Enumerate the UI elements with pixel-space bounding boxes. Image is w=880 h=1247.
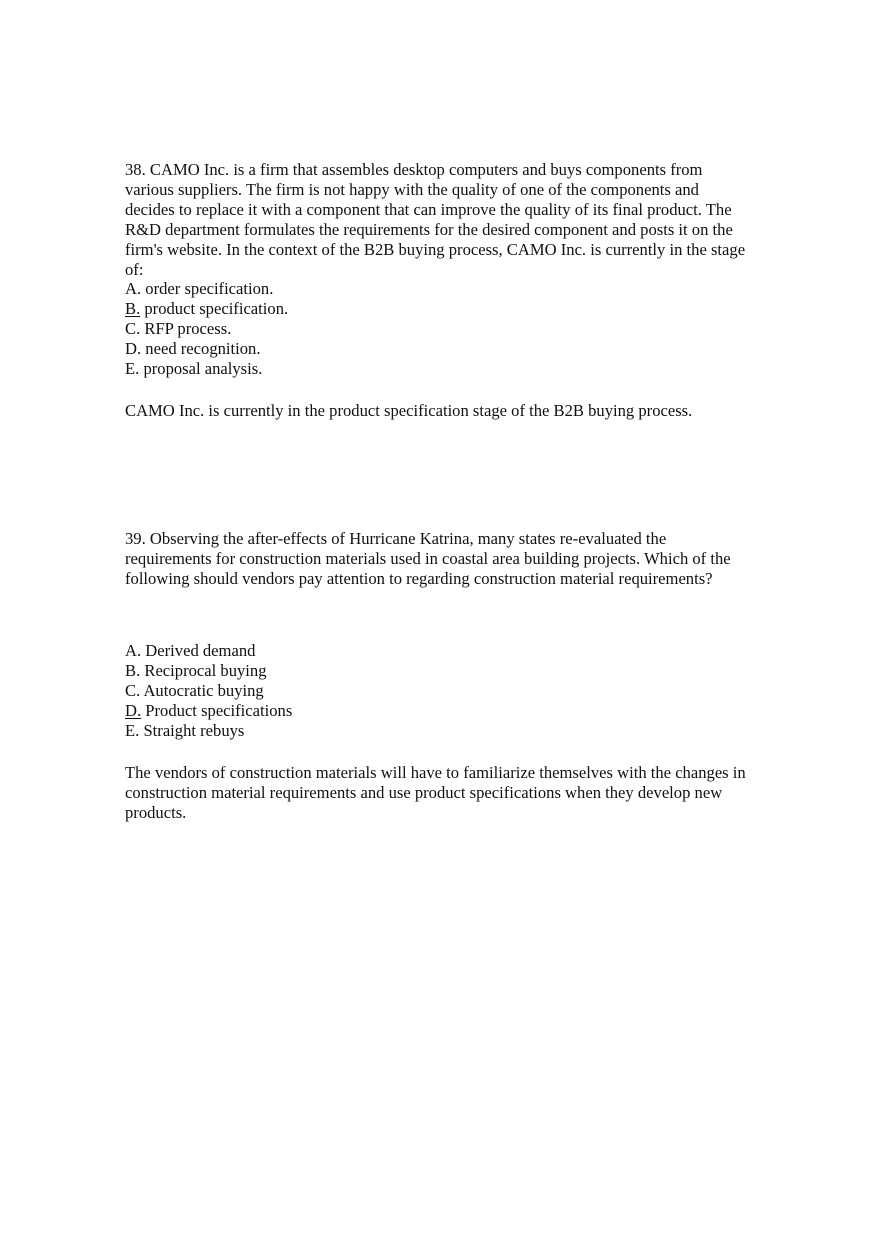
option-text: Reciprocal buying	[144, 660, 267, 680]
option-text: proposal analysis.	[143, 358, 263, 378]
option-text: product specification.	[144, 298, 289, 318]
option-letter: A.	[125, 279, 142, 298]
answer-option	[125, 359, 775, 379]
answer-option	[125, 279, 775, 299]
correct-option-letter: B.	[125, 298, 141, 318]
explanation-line: construction material requirements and use product specifications when they develop new	[125, 782, 723, 802]
question-stem-line: firm's website. In the context of the B2B buying process, CAMO Inc. is currently in the stage	[125, 239, 746, 259]
question-38-explanation	[125, 401, 775, 421]
option-letter: C.	[125, 318, 141, 338]
question-stem-line: 38. CAMO Inc. is a firm that assembles desktop computers and buys components from	[125, 160, 703, 179]
answer-option	[125, 641, 775, 661]
option-text: Autocratic buying	[143, 680, 264, 700]
correct-option-letter: D.	[125, 700, 142, 720]
option-letter: C.	[125, 680, 141, 700]
answer-option	[125, 721, 775, 741]
option-text: order specification.	[145, 279, 274, 298]
answer-option	[125, 319, 775, 339]
answer-option	[125, 661, 775, 681]
answer-option-correct	[125, 299, 775, 319]
question-38-stem	[125, 160, 775, 279]
question-39-stem	[125, 529, 775, 589]
question-stem-line: of:	[125, 259, 144, 279]
option-letter: D.	[125, 338, 142, 358]
question-39-explanation	[125, 763, 775, 823]
option-text: RFP process.	[144, 318, 232, 338]
option-text: Product specifications	[145, 700, 293, 720]
question-38-options	[125, 279, 775, 379]
explanation-line: products.	[125, 802, 187, 822]
explanation-line: CAMO Inc. is currently in the product specification stage of the B2B buying process.	[125, 401, 693, 420]
option-text: need recognition.	[145, 338, 261, 358]
option-letter: E.	[125, 720, 140, 740]
option-letter: B.	[125, 660, 141, 680]
question-stem-line: following should vendors pay attention to regarding construction material requirements?	[125, 568, 713, 588]
question-stem-line: various suppliers. The firm is not happy with the quality of one of the components and	[125, 179, 699, 199]
answer-option-correct	[125, 701, 775, 721]
option-text: Straight rebuys	[143, 720, 245, 740]
option-text: Derived demand	[145, 641, 256, 660]
option-letter: A.	[125, 641, 142, 660]
option-letter: E.	[125, 358, 140, 378]
answer-option	[125, 681, 775, 701]
question-39-options	[125, 641, 775, 741]
answer-option	[125, 339, 775, 359]
question-stem-line: 39. Observing the after-effects of Hurricane Katrina, many states re-evaluated the	[125, 529, 667, 548]
question-stem-line: requirements for construction materials used in coastal area building projects. Which of the	[125, 548, 731, 568]
explanation-line: The vendors of construction materials will have to familiarize themselves with the changes in	[125, 763, 746, 782]
question-stem-line: R&D department formulates the requirements for the desired component and posts it on the	[125, 219, 733, 239]
question-stem-line: decides to replace it with a component that can improve the quality of its final product. The	[125, 199, 732, 219]
